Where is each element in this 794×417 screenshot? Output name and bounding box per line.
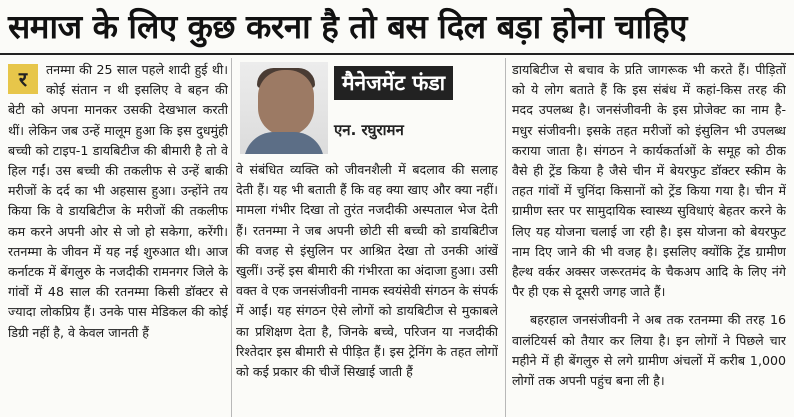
author-photo (240, 62, 328, 154)
column-1 (8, 60, 228, 417)
drop-cap: र (8, 64, 38, 94)
column-3-paragraph-1: डायबिटीज से बचाव के प्रति जागरूक भी करते हैं। पीड़ितों को ये लोग बताते हैं कि इस संबंध में कहां-किस तरह की मदद उपलब्ध है। जनसंजीवनी के इस प्रोजेक्ट का नाम है- मधुर संजीवनी। इसके तहत मरीजों को इंसुलिन भी उपलब्ध कराया जाता है। संगठन ने कार्यकर्ताओं के समूह को ठीक वैसे ही ट्रेंड किया है जैसे चीन में बेयरफुट डॉक्टर स्कीम के तहत गांवों में चुनिंदा किसानों को ट्रेंड किया गया है। चीन में ग्रामीण स्तर पर सामुदायिक स्वास्थ्य सुविधाएं बेहतर करने के लिए यह योजना चलाई जा रही है। इस योजना को बेयरफुट नाम दिए जाने की भी वजह है। इसलिए क्योंकि ट्रेंड ग्रामीण हैल्थ वर्कर अक्सर जरूरतमंद के चैकअप आदि के लिए नंगे पैर ही एक से दूसरी जगह जाते हैं। (512, 62, 786, 300)
column-label: मैनेजमेंट फंडा (334, 66, 453, 100)
column-feature-box (236, 62, 498, 154)
column-1-text: तनम्मा की 25 साल पहले शादी हुई थी। कोई संतान न थी इसलिए वे बहन की बेटी को अपना मानकर उसकी देखभाल करती थीं। लेकिन जब उन्हें मालूम हुआ कि इस दुधमुंही बच्ची को टाइप-1 डायबिटीज की बीमारी है तो वे हिल गईं। उस बच्ची की तकलीफ से उन्हें बाकी मरीजों के दर्द का भी अहसास हुआ। उन्होंने तय किया कि वे डायबिटीज के मरीजों की तकलीफ कम करने अपनी ओर से जो हो सकेगा, करेंगी। रतनम्मा के जीवन में यह नई शुरुआत थी। आज कर्नाटक में बेंगलुरु के नजदीकी रामनगर जिले के गांवों में 48 साल की रतनम्मा किसी डॉक्टर से ज्यादा लोकप्रिय हैं। उनके पास मेडिकल की कोई डिग्री नहीं है, वे केवल जानती हैं (8, 62, 228, 340)
column-2 (236, 160, 498, 417)
column-3-paragraph-2: बहरहाल जनसंजीवनी ने अब तक रतनम्मा की तरह 16 वालंटियर्स को तैयार कर लिया है। इन लोगों ने पिछले चार महीने में ही बेंगलुरु से लगे ग्रामीण अंचलों में करीब 1,000 लोगों तक अपनी पहुंच बना ली है। (512, 312, 786, 389)
column-3 (512, 60, 786, 417)
column-divider (505, 58, 506, 417)
headline-rule (0, 53, 794, 55)
column-divider (231, 58, 232, 417)
headline (0, 0, 794, 50)
author-name: एन. रघुरामन (334, 121, 404, 139)
headline-text: समाज के लिए कुछ करना है तो बस दिल बड़ा होना चाहिए (8, 6, 687, 46)
column-2-text: वे संबंधित व्यक्ति को जीवनशैली में बदलाव की सलाह देती हैं। यह भी बताती हैं कि वह क्या खाए और क्या नहीं। मामला गंभीर दिखा तो तुरंत नजदीकी अस्पताल भेज देती हैं। रतनम्मा ने जब अपनी छोटी सी बच्ची को डायबिटीज की वजह से इंसुलिन पर आश्रित देखा तो उनकी आंखें खुलीं। उन्हें इस बीमारी की गंभीरता का अंदाजा हुआ। उसी वक्त वे एक जनसंजीवनी नामक स्वयंसेवी संगठन के संपर्क में आईं। यह संगठन ऐसे लोगों को डायबिटीज से मुकाबले का प्रशिक्षण देता है, जिनके बच्चे, परिजन या नजदीकी रिश्तेदार इस बीमारी से पीड़ित हैं। इस ट्रेनिंग के तहत लोगों को कई प्रकार की चीजें सिखाई जाती हैं (236, 162, 498, 380)
